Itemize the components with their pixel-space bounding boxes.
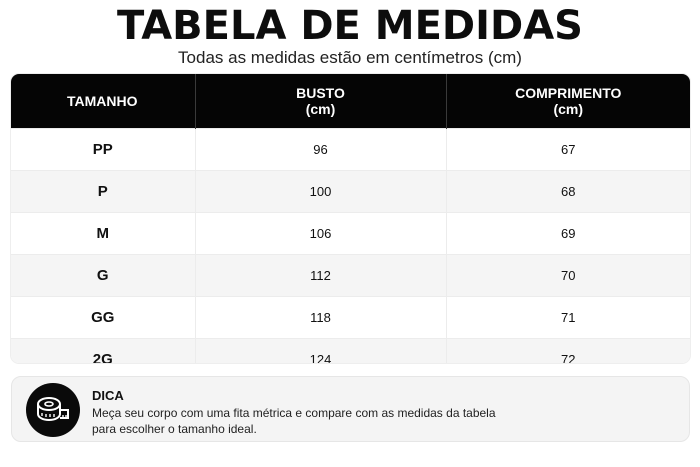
table-header-row xyxy=(11,74,690,128)
size-table xyxy=(11,74,690,363)
column-header-comprimento: COMPRIMENTO (cm) xyxy=(446,74,690,128)
comprimento-cell: 69 xyxy=(446,212,690,254)
table-row xyxy=(11,254,690,296)
tip-text xyxy=(92,405,652,437)
table-row xyxy=(11,170,690,212)
busto-cell: 96 xyxy=(195,128,446,170)
comprimento-cell: 68 xyxy=(446,170,690,212)
tip-line: Meça seu corpo com uma fita métrica e compare com as medidas da tabela xyxy=(92,406,496,420)
busto-cell: 118 xyxy=(195,296,446,338)
table-row xyxy=(11,338,690,363)
page-title: TABELA DE MEDIDAS xyxy=(117,3,583,49)
comprimento-cell: 70 xyxy=(446,254,690,296)
column-unit: (cm) xyxy=(553,100,584,117)
comprimento-cell: 72 xyxy=(446,338,690,363)
column-header-busto: BUSTO (cm) xyxy=(195,74,446,128)
size-cell: M xyxy=(11,212,195,254)
table-row xyxy=(11,296,690,338)
tip-line: para escolher o tamanho ideal. xyxy=(92,422,257,436)
busto-cell: 112 xyxy=(195,254,446,296)
column-unit: (cm) xyxy=(305,100,336,117)
table-row xyxy=(11,212,690,254)
tip-box xyxy=(11,376,690,442)
comprimento-cell: 67 xyxy=(446,128,690,170)
size-cell: 2G xyxy=(11,338,195,363)
busto-cell: 124 xyxy=(195,338,446,363)
size-cell: P xyxy=(11,170,195,212)
size-cell: G xyxy=(11,254,195,296)
comprimento-cell: 71 xyxy=(446,296,690,338)
measuring-tape-icon xyxy=(26,383,80,437)
size-cell: GG xyxy=(11,296,195,338)
column-header-tamanho: TAMANHO xyxy=(11,74,195,128)
size-cell: PP xyxy=(11,128,195,170)
page-subtitle: Todas as medidas estão em centímetros (cm) xyxy=(178,48,522,67)
busto-cell: 100 xyxy=(195,170,446,212)
tip-title: DICA xyxy=(92,388,124,403)
table-row xyxy=(11,128,690,170)
busto-cell: 106 xyxy=(195,212,446,254)
